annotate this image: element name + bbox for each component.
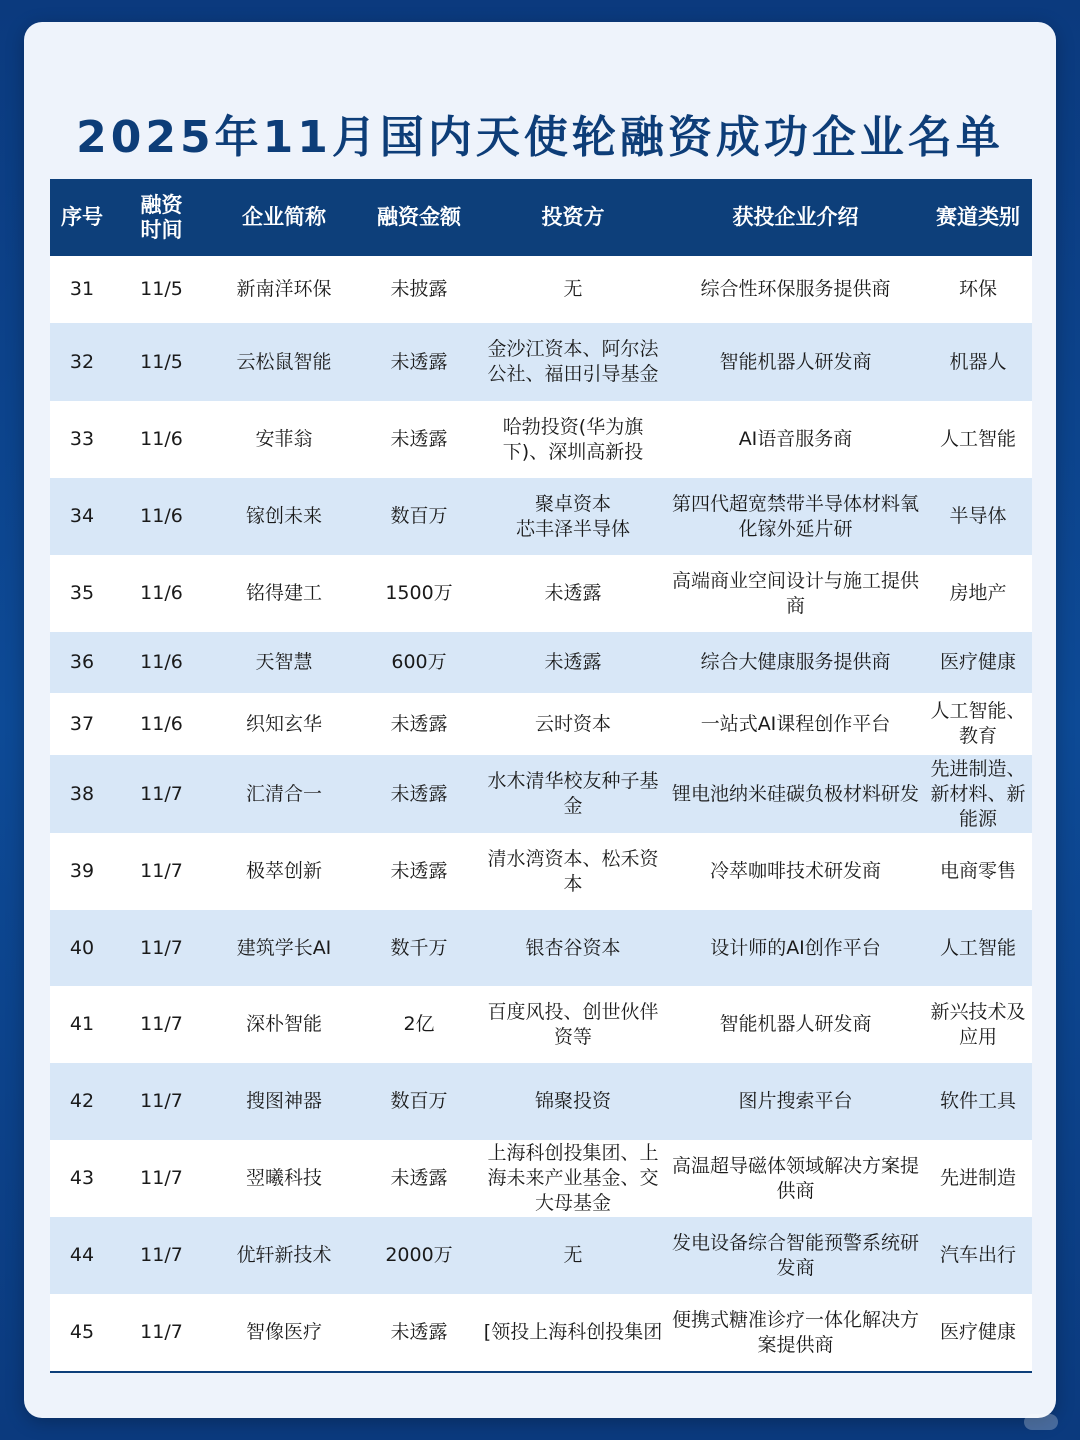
cell-amount: 未透露 bbox=[359, 1140, 479, 1217]
cell-track: 软件工具 bbox=[924, 1063, 1032, 1140]
cell-company: 深朴智能 bbox=[209, 986, 359, 1063]
header-company: 企业简称 bbox=[209, 179, 359, 256]
cell-date: 11/7 bbox=[114, 833, 209, 910]
cell-investor: 锦聚投资 bbox=[479, 1063, 667, 1140]
cell-no: 36 bbox=[50, 632, 114, 693]
table-body bbox=[50, 256, 1032, 1372]
header-amount: 融资金额 bbox=[359, 179, 479, 256]
cell-company: 铭得建工 bbox=[209, 555, 359, 632]
cell-amount: 2000万 bbox=[359, 1217, 479, 1294]
cell-amount: 2亿 bbox=[359, 986, 479, 1063]
cell-track: 电商零售 bbox=[924, 833, 1032, 910]
header-no: 序号 bbox=[50, 179, 114, 256]
cell-investor: 银杏谷资本 bbox=[479, 910, 667, 986]
cell-no: 45 bbox=[50, 1294, 114, 1372]
header-intro: 获投企业介绍 bbox=[667, 179, 924, 256]
cell-amount: 600万 bbox=[359, 632, 479, 693]
cell-amount: 数千万 bbox=[359, 910, 479, 986]
cell-intro: AI语音服务商 bbox=[667, 401, 924, 478]
cell-amount: 未透露 bbox=[359, 833, 479, 910]
cell-track: 机器人 bbox=[924, 323, 1032, 401]
cell-investor: 金沙江资本、阿尔法公社、福田引导基金 bbox=[479, 323, 667, 401]
table-row bbox=[50, 478, 1032, 555]
cell-investor: 上海科创投集团、上海未来产业基金、交大母基金 bbox=[479, 1140, 667, 1217]
cell-date: 11/7 bbox=[114, 1140, 209, 1217]
cell-company: 建筑学长AI bbox=[209, 910, 359, 986]
main-card bbox=[24, 22, 1056, 1418]
table-row bbox=[50, 256, 1032, 323]
cell-no: 42 bbox=[50, 1063, 114, 1140]
cell-company: 优轩新技术 bbox=[209, 1217, 359, 1294]
cell-investor: 水木清华校友种子基金 bbox=[479, 755, 667, 833]
cell-investor: 聚卓资本 芯丰泽半导体 bbox=[479, 478, 667, 555]
cell-track: 人工智能、教育 bbox=[924, 693, 1032, 755]
financing-table bbox=[50, 179, 1032, 1373]
cell-track: 人工智能 bbox=[924, 910, 1032, 986]
table-row bbox=[50, 1294, 1032, 1372]
cell-intro: 智能机器人研发商 bbox=[667, 323, 924, 401]
cell-no: 39 bbox=[50, 833, 114, 910]
table-row bbox=[50, 1217, 1032, 1294]
cell-intro: 图片搜索平台 bbox=[667, 1063, 924, 1140]
cell-intro: 一站式AI课程创作平台 bbox=[667, 693, 924, 755]
cell-intro: 高温超导磁体领域解决方案提供商 bbox=[667, 1140, 924, 1217]
cell-intro: 第四代超宽禁带半导体材料氧化镓外延片研 bbox=[667, 478, 924, 555]
table-header-row bbox=[50, 179, 1032, 256]
cell-track: 医疗健康 bbox=[924, 632, 1032, 693]
cell-investor: [领投上海科创投集团 bbox=[479, 1294, 667, 1372]
header-date-line2: 时间 bbox=[140, 217, 183, 242]
cell-company: 翌曦科技 bbox=[209, 1140, 359, 1217]
cell-track: 先进制造 bbox=[924, 1140, 1032, 1217]
cell-amount: 未透露 bbox=[359, 323, 479, 401]
cell-intro: 锂电池纳米硅碳负极材料研发 bbox=[667, 755, 924, 833]
table-row bbox=[50, 833, 1032, 910]
cell-date: 11/6 bbox=[114, 632, 209, 693]
cell-amount: 数百万 bbox=[359, 1063, 479, 1140]
cell-track: 人工智能 bbox=[924, 401, 1032, 478]
cell-amount: 1500万 bbox=[359, 555, 479, 632]
cell-company: 天智慧 bbox=[209, 632, 359, 693]
cell-track: 半导体 bbox=[924, 478, 1032, 555]
cell-amount: 数百万 bbox=[359, 478, 479, 555]
cell-company: 安菲翁 bbox=[209, 401, 359, 478]
cell-investor: 未透露 bbox=[479, 555, 667, 632]
cell-no: 35 bbox=[50, 555, 114, 632]
cell-date: 11/6 bbox=[114, 693, 209, 755]
cell-track: 环保 bbox=[924, 256, 1032, 323]
cell-track: 新兴技术及应用 bbox=[924, 986, 1032, 1063]
cell-no: 31 bbox=[50, 256, 114, 323]
cell-date: 11/6 bbox=[114, 555, 209, 632]
cell-date: 11/5 bbox=[114, 256, 209, 323]
cell-company: 镓创未来 bbox=[209, 478, 359, 555]
table-row bbox=[50, 755, 1032, 833]
cell-intro: 综合大健康服务提供商 bbox=[667, 632, 924, 693]
cell-date: 11/6 bbox=[114, 401, 209, 478]
cell-intro: 综合性环保服务提供商 bbox=[667, 256, 924, 323]
cell-intro: 便携式糖准诊疗一体化解决方案提供商 bbox=[667, 1294, 924, 1372]
cell-intro: 冷萃咖啡技术研发商 bbox=[667, 833, 924, 910]
cell-no: 41 bbox=[50, 986, 114, 1063]
header-track: 赛道类别 bbox=[924, 179, 1032, 256]
cell-intro: 高端商业空间设计与施工提供商 bbox=[667, 555, 924, 632]
cell-amount: 未披露 bbox=[359, 256, 479, 323]
cell-no: 37 bbox=[50, 693, 114, 755]
cell-company: 智像医疗 bbox=[209, 1294, 359, 1372]
table-row bbox=[50, 632, 1032, 693]
cell-no: 34 bbox=[50, 478, 114, 555]
cell-no: 33 bbox=[50, 401, 114, 478]
table-row bbox=[50, 1140, 1032, 1217]
cell-track: 医疗健康 bbox=[924, 1294, 1032, 1372]
cell-investor: 无 bbox=[479, 256, 667, 323]
cell-company: 汇清合一 bbox=[209, 755, 359, 833]
cell-investor: 未透露 bbox=[479, 632, 667, 693]
cell-date: 11/7 bbox=[114, 1217, 209, 1294]
cell-investor: 云时资本 bbox=[479, 693, 667, 755]
cell-track: 房地产 bbox=[924, 555, 1032, 632]
cell-amount: 未透露 bbox=[359, 401, 479, 478]
cell-no: 32 bbox=[50, 323, 114, 401]
cell-investor: 百度风投、创世伙伴资等 bbox=[479, 986, 667, 1063]
table-row bbox=[50, 555, 1032, 632]
table-row bbox=[50, 910, 1032, 986]
watermark-badge bbox=[1024, 1414, 1058, 1430]
cell-company: 新南洋环保 bbox=[209, 256, 359, 323]
cell-investor: 哈勃投资(华为旗下)、深圳高新投 bbox=[479, 401, 667, 478]
table-row bbox=[50, 323, 1032, 401]
cell-company: 云松鼠智能 bbox=[209, 323, 359, 401]
header-date bbox=[114, 179, 209, 256]
cell-no: 43 bbox=[50, 1140, 114, 1217]
cell-no: 40 bbox=[50, 910, 114, 986]
cell-date: 11/7 bbox=[114, 986, 209, 1063]
cell-date: 11/7 bbox=[114, 755, 209, 833]
cell-company: 搜图神器 bbox=[209, 1063, 359, 1140]
cell-intro: 设计师的AI创作平台 bbox=[667, 910, 924, 986]
header-investor: 投资方 bbox=[479, 179, 667, 256]
cell-no: 38 bbox=[50, 755, 114, 833]
page-title: 2025年11月国内天使轮融资成功企业名单 bbox=[76, 112, 1004, 163]
cell-track: 先进制造、新材料、新能源 bbox=[924, 755, 1032, 833]
cell-company: 织知玄华 bbox=[209, 693, 359, 755]
cell-investor: 清水湾资本、松禾资本 bbox=[479, 833, 667, 910]
cell-amount: 未透露 bbox=[359, 1294, 479, 1372]
cell-intro: 智能机器人研发商 bbox=[667, 986, 924, 1063]
table-row bbox=[50, 401, 1032, 478]
cell-date: 11/7 bbox=[114, 1294, 209, 1372]
cell-date: 11/6 bbox=[114, 478, 209, 555]
cell-date: 11/7 bbox=[114, 910, 209, 986]
table-row bbox=[50, 693, 1032, 755]
cell-amount: 未透露 bbox=[359, 755, 479, 833]
cell-date: 11/5 bbox=[114, 323, 209, 401]
cell-date: 11/7 bbox=[114, 1063, 209, 1140]
table-row bbox=[50, 1063, 1032, 1140]
cell-intro: 发电设备综合智能预警系统研发商 bbox=[667, 1217, 924, 1294]
cell-investor: 无 bbox=[479, 1217, 667, 1294]
header-date-line1: 融资 bbox=[140, 192, 183, 217]
cell-company: 极萃创新 bbox=[209, 833, 359, 910]
cell-no: 44 bbox=[50, 1217, 114, 1294]
cell-track: 汽车出行 bbox=[924, 1217, 1032, 1294]
cell-amount: 未透露 bbox=[359, 693, 479, 755]
table-row bbox=[50, 986, 1032, 1063]
